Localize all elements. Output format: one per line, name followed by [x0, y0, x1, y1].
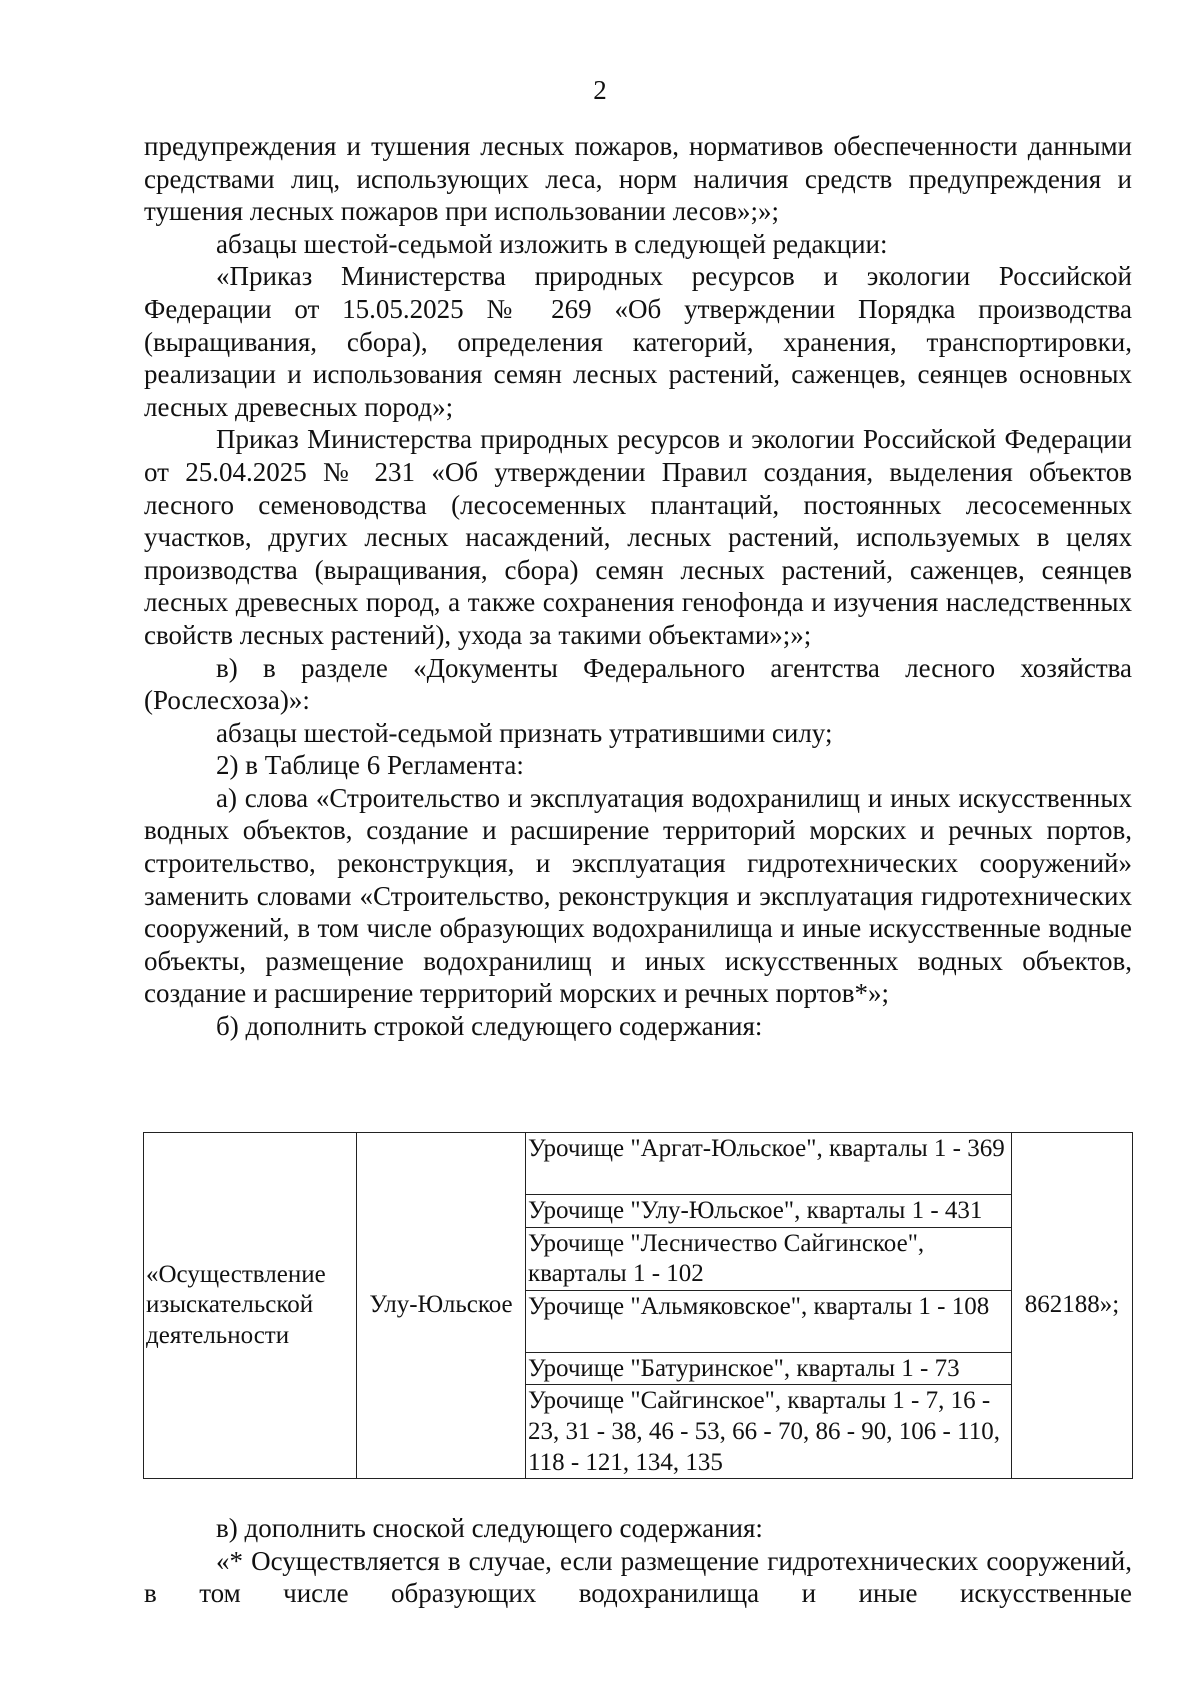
document-body — [144, 130, 1132, 1043]
page-number: 2 — [593, 75, 607, 105]
paragraph: «Приказ Министерства природных ресурсов и экологии Российской Федерации от 15.05.2025 № 269 «Об утверждении Порядка производства (выращивания, сбора), определения категорий, хранения, транспортировки, реализации и использования семян лесных растений, саженцев, сеянцев основных лесных древесных пород»; — [144, 261, 1132, 422]
area-cell: 862188»; — [1012, 1133, 1133, 1479]
paragraph: абзацы шестой-седьмой признать утратившими силу; — [216, 717, 833, 748]
tract-cell: Урочище "Альмяковское", кварталы 1 - 108 — [526, 1290, 1012, 1352]
tract-cell: Урочище "Сайгинское", кварталы 1 - 7, 16 - 23, 31 - 38, 46 - 53, 66 - 70, 86 - 90, 106 - 110, 118 - 121, 134, 135 — [526, 1385, 1012, 1479]
paragraph: в) дополнить сноской следующего содержания: — [216, 1513, 763, 1543]
paragraph: б) дополнить строкой следующего содержания: — [216, 1011, 763, 1042]
tract-cell: Урочище "Аргат-Юльское", кварталы 1 - 369 — [526, 1133, 1012, 1195]
tract-cell: Урочище "Лесничество Сайгинское", кварталы 1 - 102 — [526, 1227, 1012, 1290]
forestry-cell: Улу-Юльское — [357, 1133, 526, 1479]
document-tail — [144, 1512, 1132, 1610]
tract-cell: Урочище "Батуринское", кварталы 1 - 73 — [526, 1352, 1012, 1385]
paragraph: в) в разделе «Документы Федерального агентства лесного хозяйства (Рослесхоза)»: — [144, 652, 1132, 716]
paragraph: «* Осуществляется в случае, если размещение гидротехнических сооружений, в том числе образующих водохранилища и иные искусственные — [144, 1545, 1132, 1609]
paragraph: а) слова «Строительство и эксплуатация водохранилищ и иных искусственных водных объектов, создание и расширение территорий морских и речных портов, строительство, реконструкция, и эксплуатация гидротехнических сооружений» заменить словами «Строительство, реконструкция и эксплуатация гидротехнических сооружений, в том числе образующих водохранилища и иные искусственные водные объекты, размещение водохранилищ и иных искусственных водных объектов, создание и расширение территорий морских и речных портов*»; — [144, 782, 1132, 1009]
paragraph: 2) в Таблице 6 Регламента: — [216, 750, 524, 781]
paragraph: Приказ Министерства природных ресурсов и экологии Российской Федерации от 25.04.2025 № 231 «Об утверждении Правил создания, выделения объектов лесного семеноводства (лесосеменных плантаций, постоянных лесосеменных участков, других лесных насаждений, лесных растений, используемых в целях производства (выращивания, сбора) семян лесных растений, саженцев, сеянцев лесных древесных пород, а также сохранения генофонда и изучения наследственных свойств лесных растений), ухода за такими объектами»;»; — [144, 424, 1132, 650]
paragraph: абзацы шестой-седьмой изложить в следующей редакции: — [216, 228, 888, 259]
regulation-table — [143, 1132, 1133, 1479]
tract-cell: Урочище "Улу-Юльское", кварталы 1 - 431 — [526, 1195, 1012, 1228]
paragraph: предупреждения и тушения лесных пожаров, нормативов обеспеченности данными средствами лиц, использующих леса, норм наличия средств предупреждения и тушения лесных пожаров при использовании лесов»;»; — [144, 131, 1132, 227]
activity-cell: «Осуществление изыскательской деятельности — [144, 1133, 357, 1479]
